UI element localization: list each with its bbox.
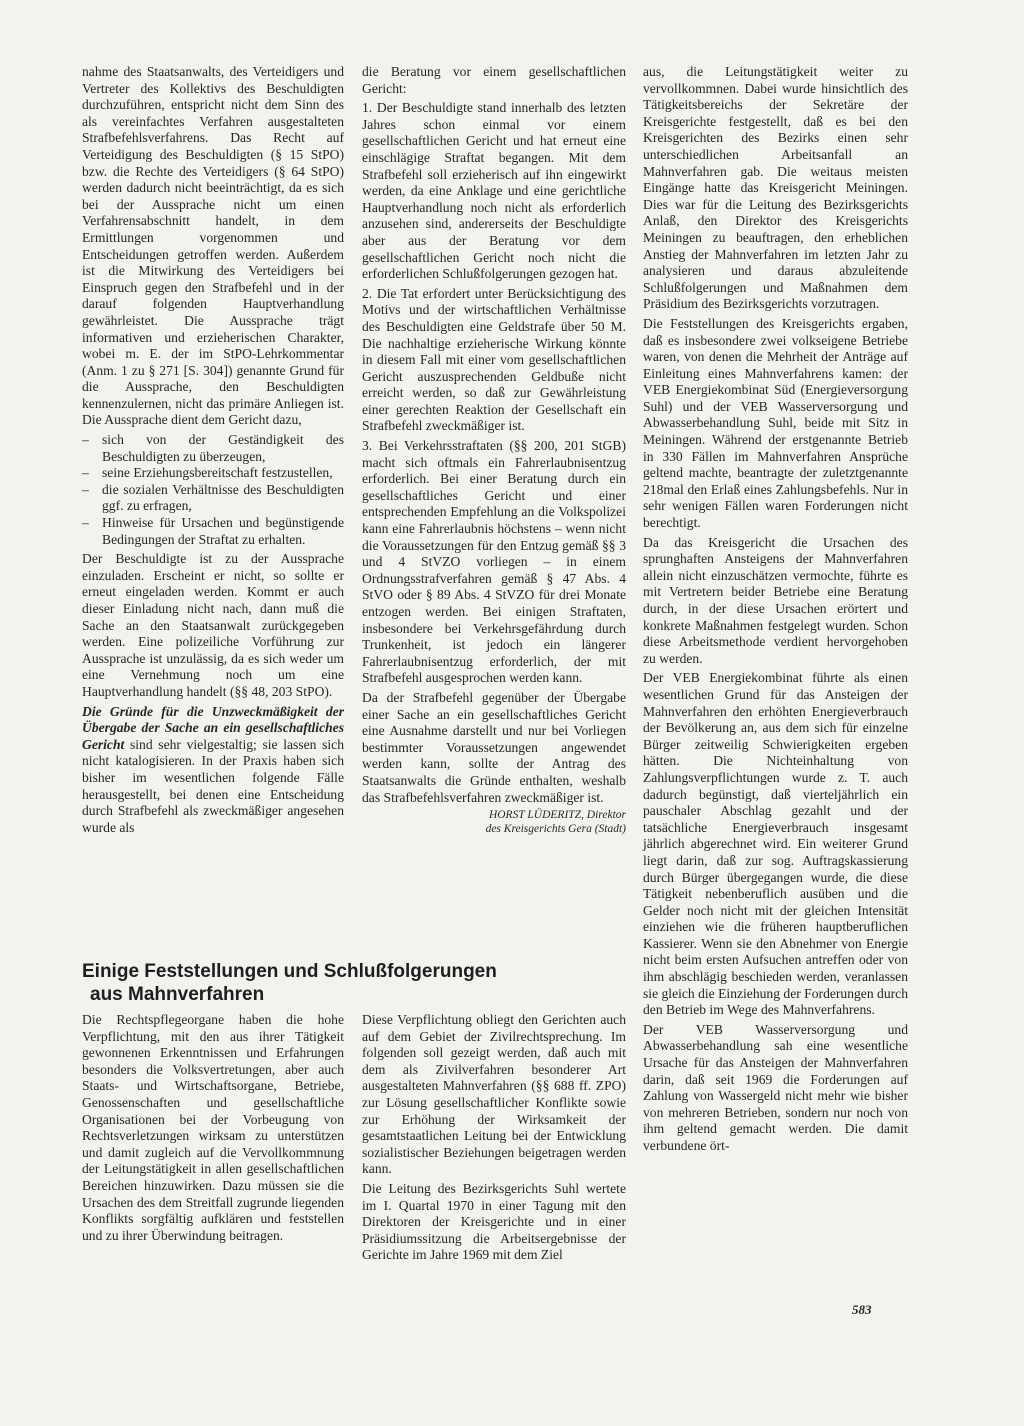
article-column-1 bbox=[82, 1012, 344, 1247]
paragraph: Der VEB Wasserversorgung und Abwasserbehandlung sah eine wesentliche Ursache für das Ansteigen der Mahnverfahren darin, daß seit 1969 die Forderungen auf Zahlung von Wassergeld nicht mehr wie bisher von mehreren Betrieben, sondern nur noch von ihm geltend gemacht werden. Die damit verbundene ört- bbox=[643, 1021, 908, 1153]
paragraph: Diese Verpflichtung obliegt den Gerichten auch auf dem Gebiet der Zivilrechtsprechung. Im folgenden soll gezeigt werden, daß auch mit dem als Zivilverfahren besonderer Art ausgestalteten Mahnverfahren (§§ 688 ff. ZPO) zur Lösung gesellschaftlicher Konflikte sowie zur Erhöhung der Wirksamkeit der gesamtstaatlichen Leitung bei der Entwicklung sozialistischer Beziehungen beigetragen werden kann. bbox=[362, 1012, 626, 1177]
paragraph: Der VEB Energiekombinat führte als einen wesentlichen Grund für das Ansteigen der Mahnverfahren den erhöhten Energieverbrauch der Bevölkerung an, aus dem sich für einzelne Bürger zeitweilig Schwierigkeiten ergeben hätten. Die Nichteinhaltung von Zahlungsverpflichtungen wurde z. T. auch dadurch begünstigt, daß vierteljährlich ein pauschaler Abschlag gezahlt und der tatsächliche Energieverbrauch insgesamt jährlich abgerechnet wird. Ein weiterer Grund liegt darin, daß zur sog. Auftragskassierung durch Bürger übergegangen wurde, die diese Tätigkeit nebenberuflich ausüben und die Gelder noch nicht mit der gleichen Intensität einziehen wie die früheren hauptberuflichen Kassierer. Wenn sie den Abnehmer von Energie nicht beim ersten Aufsuchen antreffen oder von ihm abschlägig beschieden werden, veranlassen sie gleich die Einziehung der Forderungen durch den Betrieb im Wege des Mahnverfahrens. bbox=[643, 670, 908, 1018]
text-column-2 bbox=[362, 64, 626, 836]
paragraph: Die Feststellungen des Kreisgerichts ergaben, daß es insbesondere zwei volkseigene Betriebe waren, von denen die Mehrheit der Anträge auf Einleitung eines Mahnverfahrens kamen: der VEB Energiekombinat Süd (Energieversorgung Suhl) und der VEB Wasserversorgung und Abwasserbehandlung Suhl, beide mit Sitz in Meiningen. Während der erstgenannte Betrieb in 330 Fällen im Mahnverfahren Ansprüche geltend machte, beantragte der zuletztgenannte 218mal den Erlaß eines Zahlungsbefehls. Nur in sehr wenigen Fällen waren Forderungen nicht berechtigt. bbox=[643, 315, 908, 531]
author-affiliation: des Kreisgerichts Gera (Stadt) bbox=[485, 822, 626, 835]
text-column-3 bbox=[643, 64, 908, 1158]
paragraph: nahme des Staatsanwalts, des Verteidigers und Vertreter des Kollektivs des Beschuldigten durchzuführen, entspricht nicht dem Sinn des als vereinfachtes Verfahren ausgestalteten Strafbefehlsverfahrens. Das Recht auf Verteidigung des Beschuldigten (§ 15 StPO) bzw. die Rechte des Verteidigers (§ 64 StPO) werden dadurch nicht beeinträchtigt, da es sich bei der Aussprache nicht um einen Verfahrensabschnitt handelt, in dem Ermittlungen vorgenommen und Entscheidungen getroffen werden. Außerdem ist die Mitwirkung des Verteidigers bei Einspruch gegen den Strafbefehl und in der darauf folgenden Hauptverhandlung gewährleistet. Die Aussprache trägt informativen und erzieherischen Charakter, wobei m. E. der im StPO-Lehrkommentar (Anm. 1 zu § 271 [S. 304]) genannte Grund für die Aussprache, den Beschuldigten kennenzulernen, nicht das primäre Anliegen ist. Die Aussprache dient dem Gericht dazu, bbox=[82, 64, 344, 428]
article-headline bbox=[82, 960, 502, 1006]
paragraph: Der Beschuldigte ist zu der Aussprache einzuladen. Erscheint er nicht, so sollte er erneut eingeladen werden. Kommt er auch dieser Einladung nicht nach, dann muß die Sache an den Staatsanwalt zurückgegeben werden. Eine polizeiliche Vorführung zur Aussprache ist unzulässig, da es sich weder um eine Vernehmung noch um eine Hauptverhandlung handelt (§§ 48, 203 StPO). bbox=[82, 551, 344, 699]
article-column-2 bbox=[362, 1012, 626, 1267]
emphasized-lead: Die Gründe für die Unzweckmäßigkeit der Übergabe der Sache an ein gesellschaftliches Gericht bbox=[82, 703, 344, 752]
list-item: – sich von der Geständigkeit des Beschuldigten zu überzeugen, bbox=[82, 432, 344, 465]
author-signature bbox=[362, 809, 626, 836]
list-item: – seine Erziehungsbereitschaft festzustellen, bbox=[82, 465, 344, 482]
headline-line: aus Mahnverfahren bbox=[90, 984, 265, 1005]
author-name: HORST LÜDERITZ, Direktor bbox=[488, 809, 626, 822]
list-item: – die sozialen Verhältnisse des Beschuldigten ggf. zu erfragen, bbox=[82, 482, 344, 515]
paragraph: aus, die Leitungstätigkeit weiter zu vervollkommnen. Dabei wurde hinsichtlich des Tätigkeitsbereichs der Sekretäre der Kreisgerichte festgestellt, daß es bei den Kreisgerichten des Bezirks einen sehr unterschiedlichen Arbeitsanfall an Mahnverfahren gab. Die weitaus meisten Eingänge hatte das Kreisgericht Meiningen. Dies war für die Leitung des Bezirksgerichts Anlaß, den Direktor des Kreisgerichts Meiningen zu beauftragen, den erheblichen Anstieg der Mahnverfahren im letzten Jahr zu analysieren und daraus abzuleitende Schlußfolgerungen und Maßnahmen dem Präsidium des Bezirksgerichts vorzutragen. bbox=[643, 64, 908, 312]
paragraph: Da das Kreisgericht die Ursachen des sprunghaften Ansteigens der Mahnverfahren allein nicht einzuschätzen vermochte, führte es mit Vertretern beider Betriebe eine Beratung durch, in der diese Ursachen erörtert und konkrete Maßnahmen festgelegt wurden. Schon diese Arbeitsmethode verdient hervorgehoben zu werden. bbox=[643, 534, 908, 666]
paragraph: Da der Strafbefehl gegenüber der Übergabe einer Sache an ein gesellschaftliches Gericht eine Ausnahme darstellt und nur bei Vorliegen bestimmter Voraussetzungen angewendet werden kann, sollte der Antrag des Staatsanwalts die Gründe enthalten, weshalb das Strafbefehlsverfahren zweckmäßiger ist. bbox=[362, 689, 626, 805]
page-number: 583 bbox=[852, 1302, 872, 1317]
bullet-list bbox=[82, 432, 344, 548]
paragraph: 1. Der Beschuldigte stand innerhalb des letzten Jahres schon einmal vor einem gesellschaftlichen Gericht und hat erneut eine einschlägige Straftat begangen. Mit dem Strafbefehl soll erzieherisch auf ihn eingewirkt werden, da eine Anklage und eine gerichtliche Hauptverhandlung noch nicht als erforderlich anzusehen sind, andererseits der Beschuldigte aber aus der Beratung vor dem gesellschaftlichen Gericht noch nicht die erforderlichen Schlußfolgerungen gezogen hat. bbox=[362, 100, 626, 282]
headline-line: Einige Feststellungen und Schlußfolgerungen bbox=[82, 961, 497, 982]
paragraph-rest: sind sehr vielgestaltig; sie lassen sich nicht katalogisieren. In der Praxis haben sich bisher im wesentlichen folgende Fälle herausgestellt, bei denen eine Entscheidung durch Strafbefehl als zweckmäßiger angesehen wurde als bbox=[82, 736, 344, 835]
paragraph: Die Rechtspflegeorgane haben die hohe Verpflichtung, mit den aus ihrer Tätigkeit gewonnenen Erkenntnissen und Erfahrungen besonders die Volksvertretungen, aber auch Staats- und Wirtschaftsorgane, Betriebe, Genossenschaften und gesellschaftliche Organisationen bei der Vorbeugung von Rechtsverletzungen wirksam zu unterstützen und damit zugleich auf die Vervollkommnung der Leitungstätigkeit in allen gesellschaftlichen Bereichen hinzuwirken. Dazu müssen sie die Ursachen des dem Streitfall zugrunde liegenden Konflikts sorgfältig aufklären und feststellen und zu ihrer Überwindung beitragen. bbox=[82, 1012, 344, 1243]
paragraph bbox=[82, 704, 344, 837]
paragraph: Die Leitung des Bezirksgerichts Suhl wertete im I. Quartal 1970 in einer Tagung mit den Direktoren der Kreisgerichte und in einer Präsidiumssitzung die Arbeitsergebnisse der Gerichte im Jahre 1969 mit dem Ziel bbox=[362, 1180, 626, 1263]
paragraph: 2. Die Tat erfordert unter Berücksichtigung des Motivs und der wirtschaftlichen Verhältnisse des Beschuldigten eine Geldstrafe über 50 M. Die nachhaltige erzieherische Wirkung könnte in diesem Fall mit einer vom gesellschaftlichen Gericht auszusprechenden Geldbuße nicht erreicht werden, so daß zur Gewährleistung einer gerechten Reaktion der Gesellschaft ein Strafbefehl zweckmäßiger ist. bbox=[362, 285, 626, 434]
list-item: – Hinweise für Ursachen und begünstigende Bedingungen der Straftat zu erhalten. bbox=[82, 515, 344, 548]
text-column-1 bbox=[82, 64, 344, 839]
paragraph: die Beratung vor einem gesellschaftlichen Gericht: bbox=[362, 64, 626, 96]
paragraph: 3. Bei Verkehrsstraftaten (§§ 200, 201 StGB) macht sich oftmals ein Fahrerlaubnisentzug erforderlich. Bei einer Beratung durch ein gesellschaftliches Gericht und einer entsprechenden Empfehlung an die Volkspolizei kann eine Fahrerlaubnis höchstens – wenn nicht die Voraussetzungen für den Entzug gemäß §§ 3 und 4 StVZO vorliegen – in einem Ordnungsstrafverfahren gemäß § 47 Abs. 4 StVO oder § 89 Abs. 4 StVZO für drei Monate entzogen werden. Bei einigen Straftaten, insbesondere bei Verkehrsgefährdung durch Trunkenheit, ist jedoch ein längerer Fahrerlaubnisentzug erforderlich, der mit Strafbefehl ausgesprochen werden kann. bbox=[362, 438, 626, 686]
